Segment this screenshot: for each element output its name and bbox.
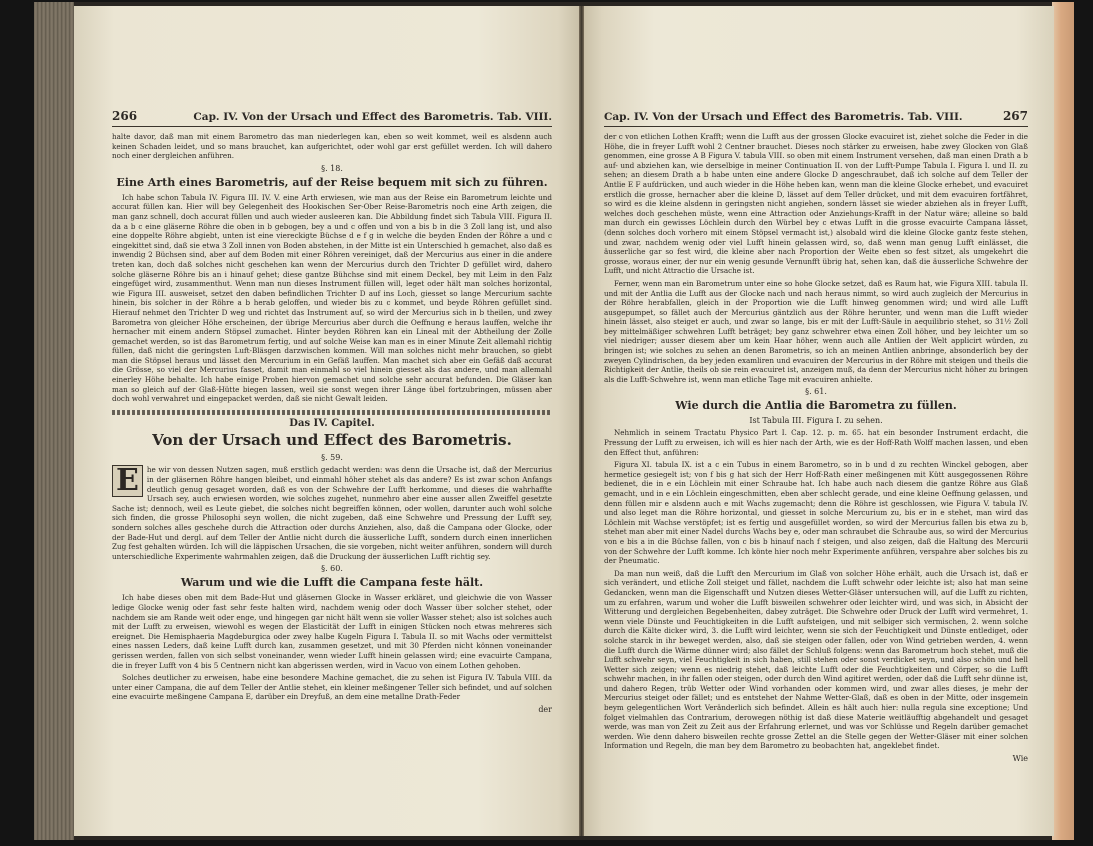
section-61-subtitle: Ist Tabula III. Figura I. zu sehen. — [749, 416, 883, 426]
book-spread — [34, 2, 1074, 840]
section-61-paragraph-2: Figura XI. tabula IX. ist a c ein Tubus in einem Barometro, so in b und d zu rechten Winckel gebogen, aber hermetice gesiegelt ist; von f bis g hat sich der Herr Hoff-Rath einer meßingenen mit Kütt ausgegossenen Röhre bedienet, die in e ein Löchlein mit einer Schraube hat. Ich habe auch nach diesem die gantze Röhre aus Glaß gemacht, und in e ein Löchlein eingeschmitten, eben aber schlecht gerade, und eine kleine Oeffnung gelassen, und denn füllen mir e alsdenn auch e mit Wachs zugemacht; denn die Röhre ist geschlossen, wie Figura V. tabula IV. und also leget man die Röhre horizontal, und giesset in solche Mercurium zu, bis er in e stehet, man wird das Löchlein mit Wachse verstöpfet; ist es fertig und ausgefüllet worden, so wird der Mercurius fallen bis etwa zu b, stehet man aber mit einer Nadel durchs Wachs bey e, oder man schraubet die Schraube aus, so wird der Mercurius von e bis a in die Büchse fallen, von c bis b hinauf nach f steigen, und also zeigen, daß die Haltung des Mercurii von der Schwehre der Lufft komme. Ich könte hier noch mehr Experimente anführen, verspahre aber solches bis zu der Pneumatic. — [604, 460, 1028, 566]
section-18-number: §. 18. — [321, 163, 343, 173]
chapter-label: Das IV. Capitel. — [289, 417, 375, 429]
section-60-number: §. 60. — [321, 564, 343, 574]
left-page-number: 266 — [112, 109, 138, 123]
section-59-body — [112, 465, 552, 561]
section-59-number: §. 59. — [321, 453, 343, 463]
left-page — [74, 6, 579, 836]
section-18-paragraph: Ich habe schon Tabula IV. Figura III. IV. V. eine Arth erwiesen, wie man aus der Reise ein Barometrum leichte und accurat füllen kan. Hier will bey Gelegenheit des Hookischen Ser-Ober Reise-Barometris noch eine Arth zeigen, die man ganz schnell, doch accurat füllen und auch wieder ausleeren kan. Die Abbildung findet sich Tabula VIII. Figura II. da a b c eine gläserne Röhre die oben in b gebogen, bey a und c offen und von a bis b in die 3 Zoll lang ist, und also eine doppelte Röhre abgiebt, unten ist eine viereckigte Büchse d e f g in welche die beyden Enden der Röhre a und c eingekittet sind, daß sie etwa 3 Zoll innen von Boden abstehen, in der Mitte ist ein Unterschied h gemachet, also daß es inwendig 2 Büchsen sind, aber auf dem Boden mit einer Röhren vereiniget, daß der Mercurius aus einer in die andere treten kan, doch daß solches nicht geschehen kan wenn der Mercurius durch den Trichter D gefüllet wird, dahero solche gläserne Röhre bis an i hinauf gehet; diese gantze Bühchse sind mit einem Deckel, bey mit Leim in den Falz eingefüget wird, zusammenthut. Wenn man nun dieses Instrument füllen will, leget oder hält man solches horizontal, wie Figura III. ausweiset, setzet den daben befindlichen Trichter D auf ins Loch, giesset so lange Mercurium sachte hinein, bis solcher in der Röhre a b herab geloffen, und wieder bis zu c kommet, und beyde Röhren gefüllet sind. Hierauf nehmet den Trichter D weg und richtet das Instrument auf, so wird der Mercurius sich in b theilen, und zwey Barometra von gleicher Höhe erscheinen, der übrige Mercurius aber durch die Oeffnung e heraus lauffen, welche ihr hernacher mit einem andern Stöpsel zumachet. Hinter beyden Röhren kan ein Lineal mit der Abtheilung der Zolle gemachet werden, so ist das Barometrum fertig, und auf solche Weise kan man es in einer Minute Zeit allemahl richtig füllen, daß nicht die geringsten Luft-Bläsgen darzwischen kommen. Will man solches nicht mehr brauchen, so giebt man die Stöpsel heraus und lässet den Mercurium in ein Gefäß lauffen. Man machet sich aber ein Gefäß daß accurat die Grösse, so viel der Mercurius fasset, damit man einmahl so viel hinein giesset als das andere, und man allemahl einerley Höhe behalte. Ich habe einige Proben hiervon gemachet und solche sehr accurat befunden. Die Gläser kan man so gleich auf der Glaß-Hütte biegen lassen, weil sie sonst wegen ihrer Länge übel fortzubringen, müssen aber doch wohl verwahret und eingepacket werden, daß sie nicht Gewalt leiden. — [112, 192, 552, 404]
right-page-number: 267 — [1002, 109, 1028, 123]
section-59-paragraph: he wir von dessen Nutzen sagen, muß erstlich gedacht werden: was denn die Ursache ist, daß der Mercurius in der gläsernen Röhre hangen bleibet, und einmahl höher stehet als das andere? Es ist zwar schon Anfangs deutlich genug gesaget worden, daß es von der Schwehre der Lufft herkomme, und dieses die wahrhaffte Ursach sey, auch erwiesen worden, wie solches zugehet, nunmehro aber eine ausser allen Zweiffel gesetzte Sache ist; dennoch, weil es Leute giebet, die solches nicht begreiffen können, oder wollen, darunter auch wohl solche sich finden, die grosse Philosophi seyn wollen, die nicht zugeben, daß eine Schwehre und Pressung der Lufft sey, sondern solches alles geschehe durch die Attraction oder durchs Anziehen, also, daß die Campana oder Glocke, oder der Bade-Hut und dergl. auf dem Teller der Antlie nicht durch die äusserliche Lufft, sondern durch einen innerlichen Zug fest gehalten würden. Ich will die läppischen Ursachen, die sie vorgeben, nicht weiter anführen, sondern will durch unterschiedliche Experimente wahrmahlen zeigen, daß die Druckung der äusserlichen Lufft richtig sey. — [112, 465, 552, 561]
left-catchword: der — [538, 704, 552, 714]
section-61-number: §. 61. — [805, 387, 827, 397]
section-61-paragraph-3: Da man nun weiß, daß die Lufft den Mercurium im Glaß von solcher Höhe erhält, auch die Ursach ist, daß er sich verändert, und etliche Zoll steiget und fället, nachdem die Lufft schwehr oder leichte ist; also hat man seine Gedancken, wenn man die Eigenschafft und Nutzen dieses Wetter-Gläser untersuchen will, auf die Lufft zu richten, um zu erfahren, warum und woher die Lufft bisweilen schwehrer oder leichter wird, und was sich, in Absicht der Witterung und dergleichen Begebenheiten, dabey zuträget. Die Schwehre oder Druck der Lufft wird vermehret, 1. wenn viele Dünste und Feuchtigkeiten in die Lufft aufsteigen, und mit selbiger sich vermischen, 2. wenn solche durch die Kälte dicker wird, 3. die Lufft wird leichter, wenn sie sich der Feuchtigkeit und Dünste entlediget, oder solche starck in ihr beweget werden, also, daß sie steigen oder fallen, oder von Wind getrieben werden, 4. wenn die Lufft durch die Wärme dünner wird; also fället der Schluß folgens: wenn das Barometrum hoch stehet, muß die Lufft schwehr seyn, viel Feuchtigkeit in sich haben, still stehen oder sonst verdicket seyn, und also schön und hell Wetter sich zeigen; wenn es niedrig stehet, daß leichte Lufft oder die Feuchtigkeiten und Cörper, so die Lufft schwehr machen, in ihr fallen oder steigen, oder durch den Wind agitiret werden, oder daß die Lufft sehr dünne ist, und dahero Regen, trüb Wetter oder Wind vorhanden oder kommen wird, und zwar alles dieses, je mehr der Mercurius steiget oder fället; und es entstehet der Nahme Wetter-Glaß, daß es oben in der Mitte, oder insgemein beym gelegentlichen Wort Veränderlich sich befindet. Allein es hält auch hier: nulla regula sine exceptione; Und folget vielmahlen das Contrarium, derowegen nöthig ist daß diese Materie weitläufftig abgehandelt und gesaget werde, was man von Zeit zu Zeit aus der Erfahrung erlernet, und was vor Schlüsse und Regeln darüber gemachet werden. Wie denn dahero bisweilen rechte grosse Zettel an die Stelle gegen der Wetter-Gläser mit einer solchen Information und Regeln, die man bey dem Barometro zu beobachten hat, angeklebet findet. — [604, 568, 1028, 751]
drop-cap: E — [112, 465, 143, 497]
left-page-content — [112, 110, 552, 715]
right-catchword: Wie — [1012, 754, 1028, 764]
section-61-title: Wie durch die Antlia die Barometra zu füllen. — [675, 399, 957, 413]
section-60-paragraph-1: Ich habe dieses oben mit dem Bade-Hut und gläsernen Glocke in Wasser erkläret, und gleichwie die von Wasser ledige Glocke wenig oder fast sehr feste halten wird, nachdem wenig oder doch Wasser über solcher stehet, oder nachdem sie am Rande weit oder enge, und hingegen gar nicht hält wenn sie voller Wasser stehet; also ist solches auch mit der Lufft zu erweisen, wiewohl es wegen der Elasticität der Lufft in einigen Stücken noch etwas mehreres sich ereignet. Die Hemisphaeria Magdeburgica oder zwey halbe Kugeln Figura I. Tabula II. so mit Wachs oder vermittelst eines nassen Leders, daß keine Lufft durch kan, zusammen gesetzet, und mit 30 Pferden nicht können voneinander gerissen werden, fallen von sich selbst voneinander, wenn wieder Lufft hinein gelassen wird; eine evacuirte Campana, die in freyer Lufft von 4 bis 5 Centnern nicht kan abgerissen werden, wird in Vacuo von einem Lothen gehoben. — [112, 593, 552, 670]
right-running-title: Cap. IV. Von der Ursach und Effect des Barometris. Tab. VIII. — [604, 111, 963, 123]
left-intro-paragraph: halte davor, daß man mit einem Barometro das man niederlegen kan, eben so weit kommet, weil es alsdenn auch keinen Schaden leidet, und so mans brauchet, kan aufgerichtet, oder wohl gar erst gefüllet werden. Ich will dahero noch einer dergleichen anführen. — [112, 132, 552, 161]
left-running-head — [112, 110, 552, 127]
right-page-content — [604, 110, 1028, 764]
page-stack-edge-right — [1052, 2, 1074, 840]
right-intro-paragraph: der c von etlichen Lothen Krafft; wenn die Lufft aus der grossen Glocke evacuiret ist, ziehet solche die Feder in die Höhe, die in freyer Lufft wohl 2 Centner brauchet. Dieses noch stärker zu erweisen, habe zwey Glocken von Glaß genommen, eine grosse A B Figura V. tabula VIII. so oben mit einem Instrument versehen, daß man einen Drath a b auf- und abziehen kan, wie derselbige in meiner Continuation II. von der Lufft-Pumpe Tabula I. Figura I. und II. zu sehen; an diesem Drath a b habe unten eine andere Glocke D angeschraubet, daß ich solche auf dem Teller der Antlie E F aufdrücken, und auch wieder in die Höhe heben kan, wenn man die kleine Glocke erhebet, und evacuiret erstlich die grosse, hernacher aber die kleine D, lässet auf dem Teller drücket, und mit dem evacuiren fortfähret, so wird es die kleine alsdenn in geringsten nicht angiehen, sondern lässet sie wieder abziehen als in freyer Lufft, welches doch geschehen müste, wenn eine Attraction oder Anziehungs-Krafft in der Natur wäre; alleine so bald man durch ein gewisses Löchlein durch den Würbel bey c etwas Lufft in die grosse evacuirte Campana lässet, (denn solches doch vorhero mit einem Stöpsel vermacht ist,) alsobald wird die kleine Glocke gantz feste stehen, und zwar, nachdem wenig oder viel Lufft hinein gelassen wird, so, daß wenn man genug Lufft einlässet, die äusserliche gar so fest wird, die kleine aber nach Proportion der Weite eben so fest sitzet, als umgekehrt die grosse, woraus einer, der nur ein wenig gesunde Vernunfft übrig hat, sehen kan, daß die äusserliche Schwehre der Lufft, und nicht Attractio die Ursache ist. — [604, 132, 1028, 276]
right-page — [584, 6, 1054, 836]
left-running-title: Cap. IV. Von der Ursach und Effect des Barometris. Tab. VIII. — [193, 111, 552, 123]
right-running-head — [604, 110, 1028, 127]
page-stack-edge-left — [34, 2, 74, 840]
section-60-paragraph-2: Solches deutlicher zu erweisen, habe eine besondere Machine gemachet, die zu sehen ist Figura IV. Tabula VIII. da unter einer Campana, die auf dem Teller der Antlie stehet, ein kleiner meßingener Teller sich befindet, und auf solchen eine evacuirte meßingene Campana E, darüber ein Dreyfuß, an dem eine metallne Drath-Feder — [112, 673, 552, 702]
section-61-paragraph-1: Nehmlich in seinem Tractatu Physico Part I. Cap. 12. p. m. 65. hat ein besonder Instrument erdacht, die Pressung der Lufft zu erweisen, ich will es hier nach der Arth, wie es der Hoff-Rath Wolff machen lassen, und eben den Effect thut, anführen: — [604, 428, 1028, 457]
section-18-title: Eine Arth eines Barometris, auf der Reise bequem mit sich zu führen. — [116, 175, 548, 189]
section-60-title: Warum und wie die Lufft die Campana feste hält. — [180, 576, 484, 590]
ornamental-divider — [112, 410, 552, 415]
right-paragraph-2: Ferner, wenn man ein Barometrum unter eine so hohe Glocke setzet, daß es Raum hat, wie Figura XIII. tabula II. und mit der Antlia die Lufft aus der Glocke nach und nach heraus nimmt, so wird auch zugleich der Mercurius in der Röhre herabfallen, gleich in der Proportion wie die Lufft hinweg genommen wird; und wird alle Lufft ausgepumpet, so fället auch der Mercurius gäntzlich aus der Röhre herunter, und wenn man die Lufft wieder hinein lässet, also steiget er auch, und zwar so lange, bis er mit der Lufft-Säule in aequilibrio stehet, so 31½ Zoll bey mittelmäßiger schwehren Lufft beträget; bey ganz schwehrer etwa einen Zoll höher, und bey leichter um so viel niedriger; ausser diesem aber um kein Haar höher, wenn auch alle Antlien der Welt applicirt würden, zu bringen ist; wie solches zu sehen an denen Barometris, so ich an meinen Antlien anbringe, absonderlich bey der zweyen Cylindrischen, da bey jeden examliren und evacuiren der Mercurius in der Röhre mit steigen und theils die Richtigkeit der Antlie, theils ob sie rein evacuiret ist, anzeigen muß, da denn der Mercurius nicht höher zu bringen als die Lufft-Schwehre ist, wenn man etliche Tage mit evacuiren anhielte. — [604, 278, 1028, 384]
chapter-title: Von der Ursach und Effect des Barometris. — [152, 431, 512, 450]
